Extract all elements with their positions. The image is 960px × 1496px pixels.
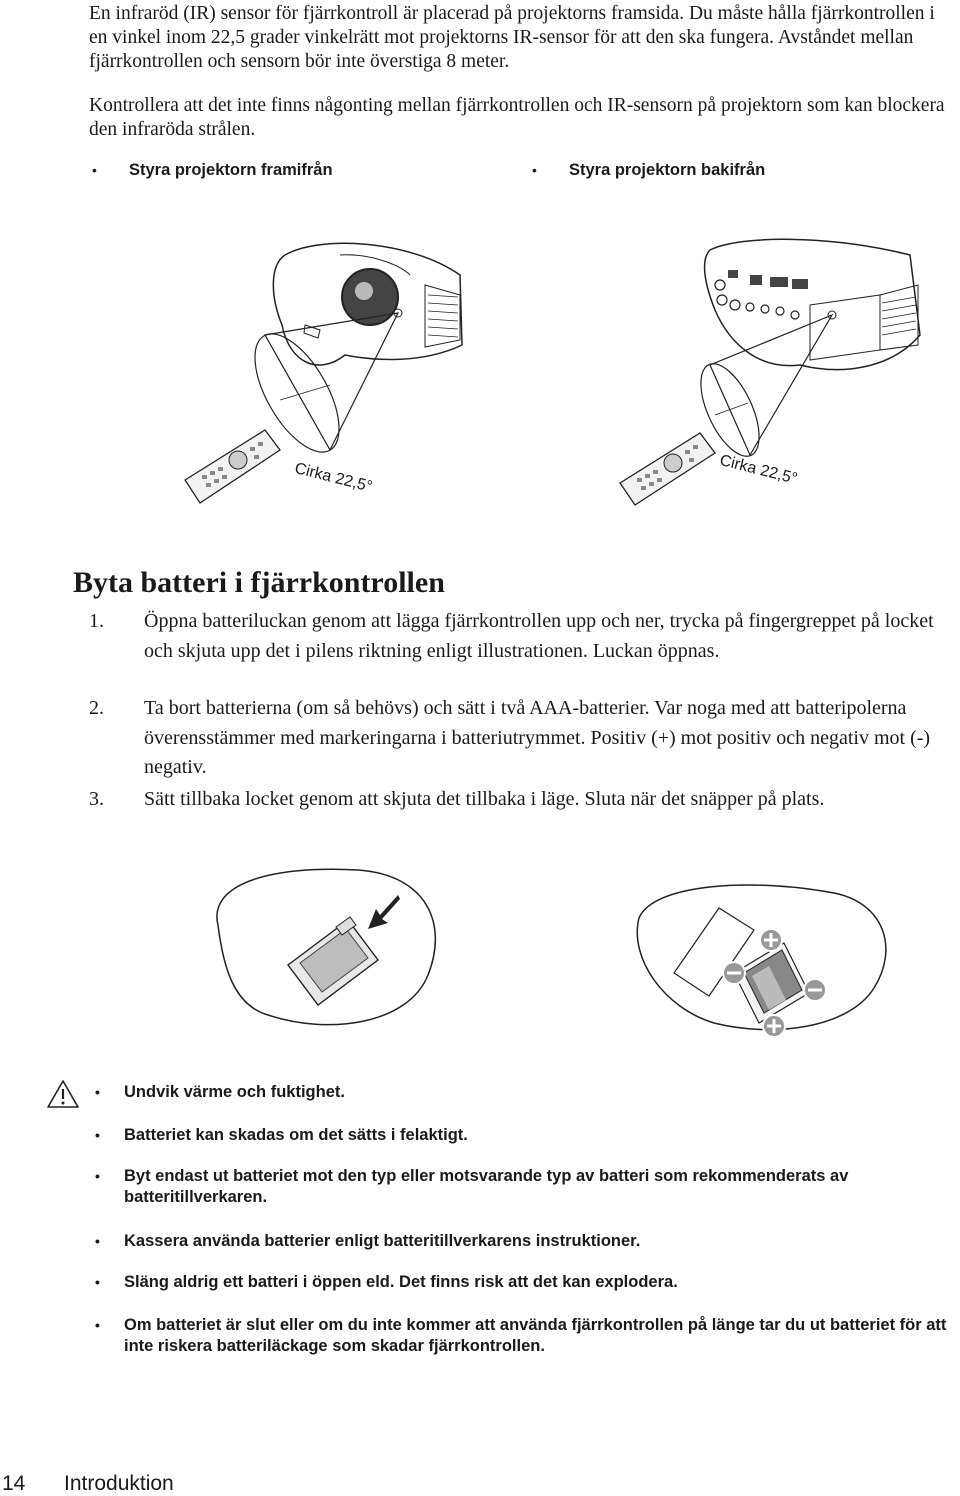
warning-item: Om batteriet är slut eller om du inte kommer att använda fjärrkontrollen på länge tar du ut batteriet för att inte riskera batteriläckage som skadar fjärrkontrollen. <box>124 1316 947 1355</box>
footer-section-title: Introduktion <box>64 1472 174 1495</box>
warning-item: Släng aldrig ett batteri i öppen eld. Det finns risk att det kan explodera. <box>124 1273 678 1291</box>
warning-item: Undvik värme och fuktighet. <box>124 1083 345 1101</box>
step-number: 2. <box>89 697 104 719</box>
warning-item: Batteriet kan skadas om det sätts i felaktigt. <box>124 1126 468 1144</box>
bullet-icon: • <box>95 1233 100 1249</box>
page-number: 14 <box>2 1472 26 1495</box>
bullet-icon: • <box>95 1084 100 1100</box>
battery-insert-illustration <box>634 878 896 1038</box>
bullet-icon: • <box>92 162 97 178</box>
intro-paragraph-1: En infraröd (IR) sensor för fjärrkontroll är placerad på projektorns framsida. Du måste hålla fjärrkontrollen i en vinkel inom 22,5 grader vinkelrätt mot projektorns IR-sensor för att den ska fungera. Avståndet mellan fjärrkontrollen och sensorn bör inte överstiga 8 meter. <box>89 3 935 72</box>
battery-cover-illustration <box>208 865 440 1035</box>
plus-icon <box>763 1015 785 1037</box>
step-text: Sätt tillbaka locket genom att skjuta det tillbaka i läge. Sluta när det snäpper på plats. <box>144 788 825 810</box>
bullet-icon: • <box>95 1168 100 1184</box>
section-heading: Byta batteri i fjärrkontrollen <box>73 566 445 599</box>
intro-paragraph-2: Kontrollera att det inte finns någonting mellan fjärrkontrollen och IR-sensorn på projektorn som kan blockera den infraröda strålen. <box>89 95 945 140</box>
warning-icon <box>46 1078 80 1110</box>
back-operation-label: Styra projektorn bakifrån <box>569 161 766 179</box>
step-text: Ta bort batterierna (om så behövs) och sätt i två AAA-batterier. Var noga med att batteripolerna överensstämmer med markeringarna i batteriutrymmet. Positiv (+) mot positiv och negativ mot (-) negativ. <box>144 697 931 778</box>
bullet-icon: • <box>95 1274 100 1290</box>
warning-item: Kassera använda batterier enligt batteritillverkarens instruktioner. <box>124 1232 641 1250</box>
front-angle-label: Cirka 22,5° <box>292 460 374 496</box>
minus-icon <box>723 962 745 984</box>
bullet-icon: • <box>532 162 537 178</box>
remote-control-icon <box>185 430 280 503</box>
plus-icon <box>760 929 782 951</box>
back-angle-label: Cirka 22,5° <box>717 452 799 488</box>
bullet-icon: • <box>95 1127 100 1143</box>
step-number: 1. <box>89 610 104 632</box>
minus-icon <box>804 979 826 1001</box>
remote-control-icon <box>620 433 715 505</box>
front-operation-label: Styra projektorn framifrån <box>129 161 333 179</box>
bullet-icon: • <box>95 1317 100 1333</box>
warning-item: Byt endast ut batteriet mot den typ eller motsvarande typ av batteri som rekommenderats av batteritillverkaren. <box>124 1167 849 1206</box>
step-number: 3. <box>89 788 104 810</box>
step-text: Öppna batteriluckan genom att lägga fjärrkontrollen upp och ner, trycka på fingergreppet på locket och skjuta upp det i pilens riktning enligt illustrationen. Luckan öppnas. <box>144 610 934 662</box>
